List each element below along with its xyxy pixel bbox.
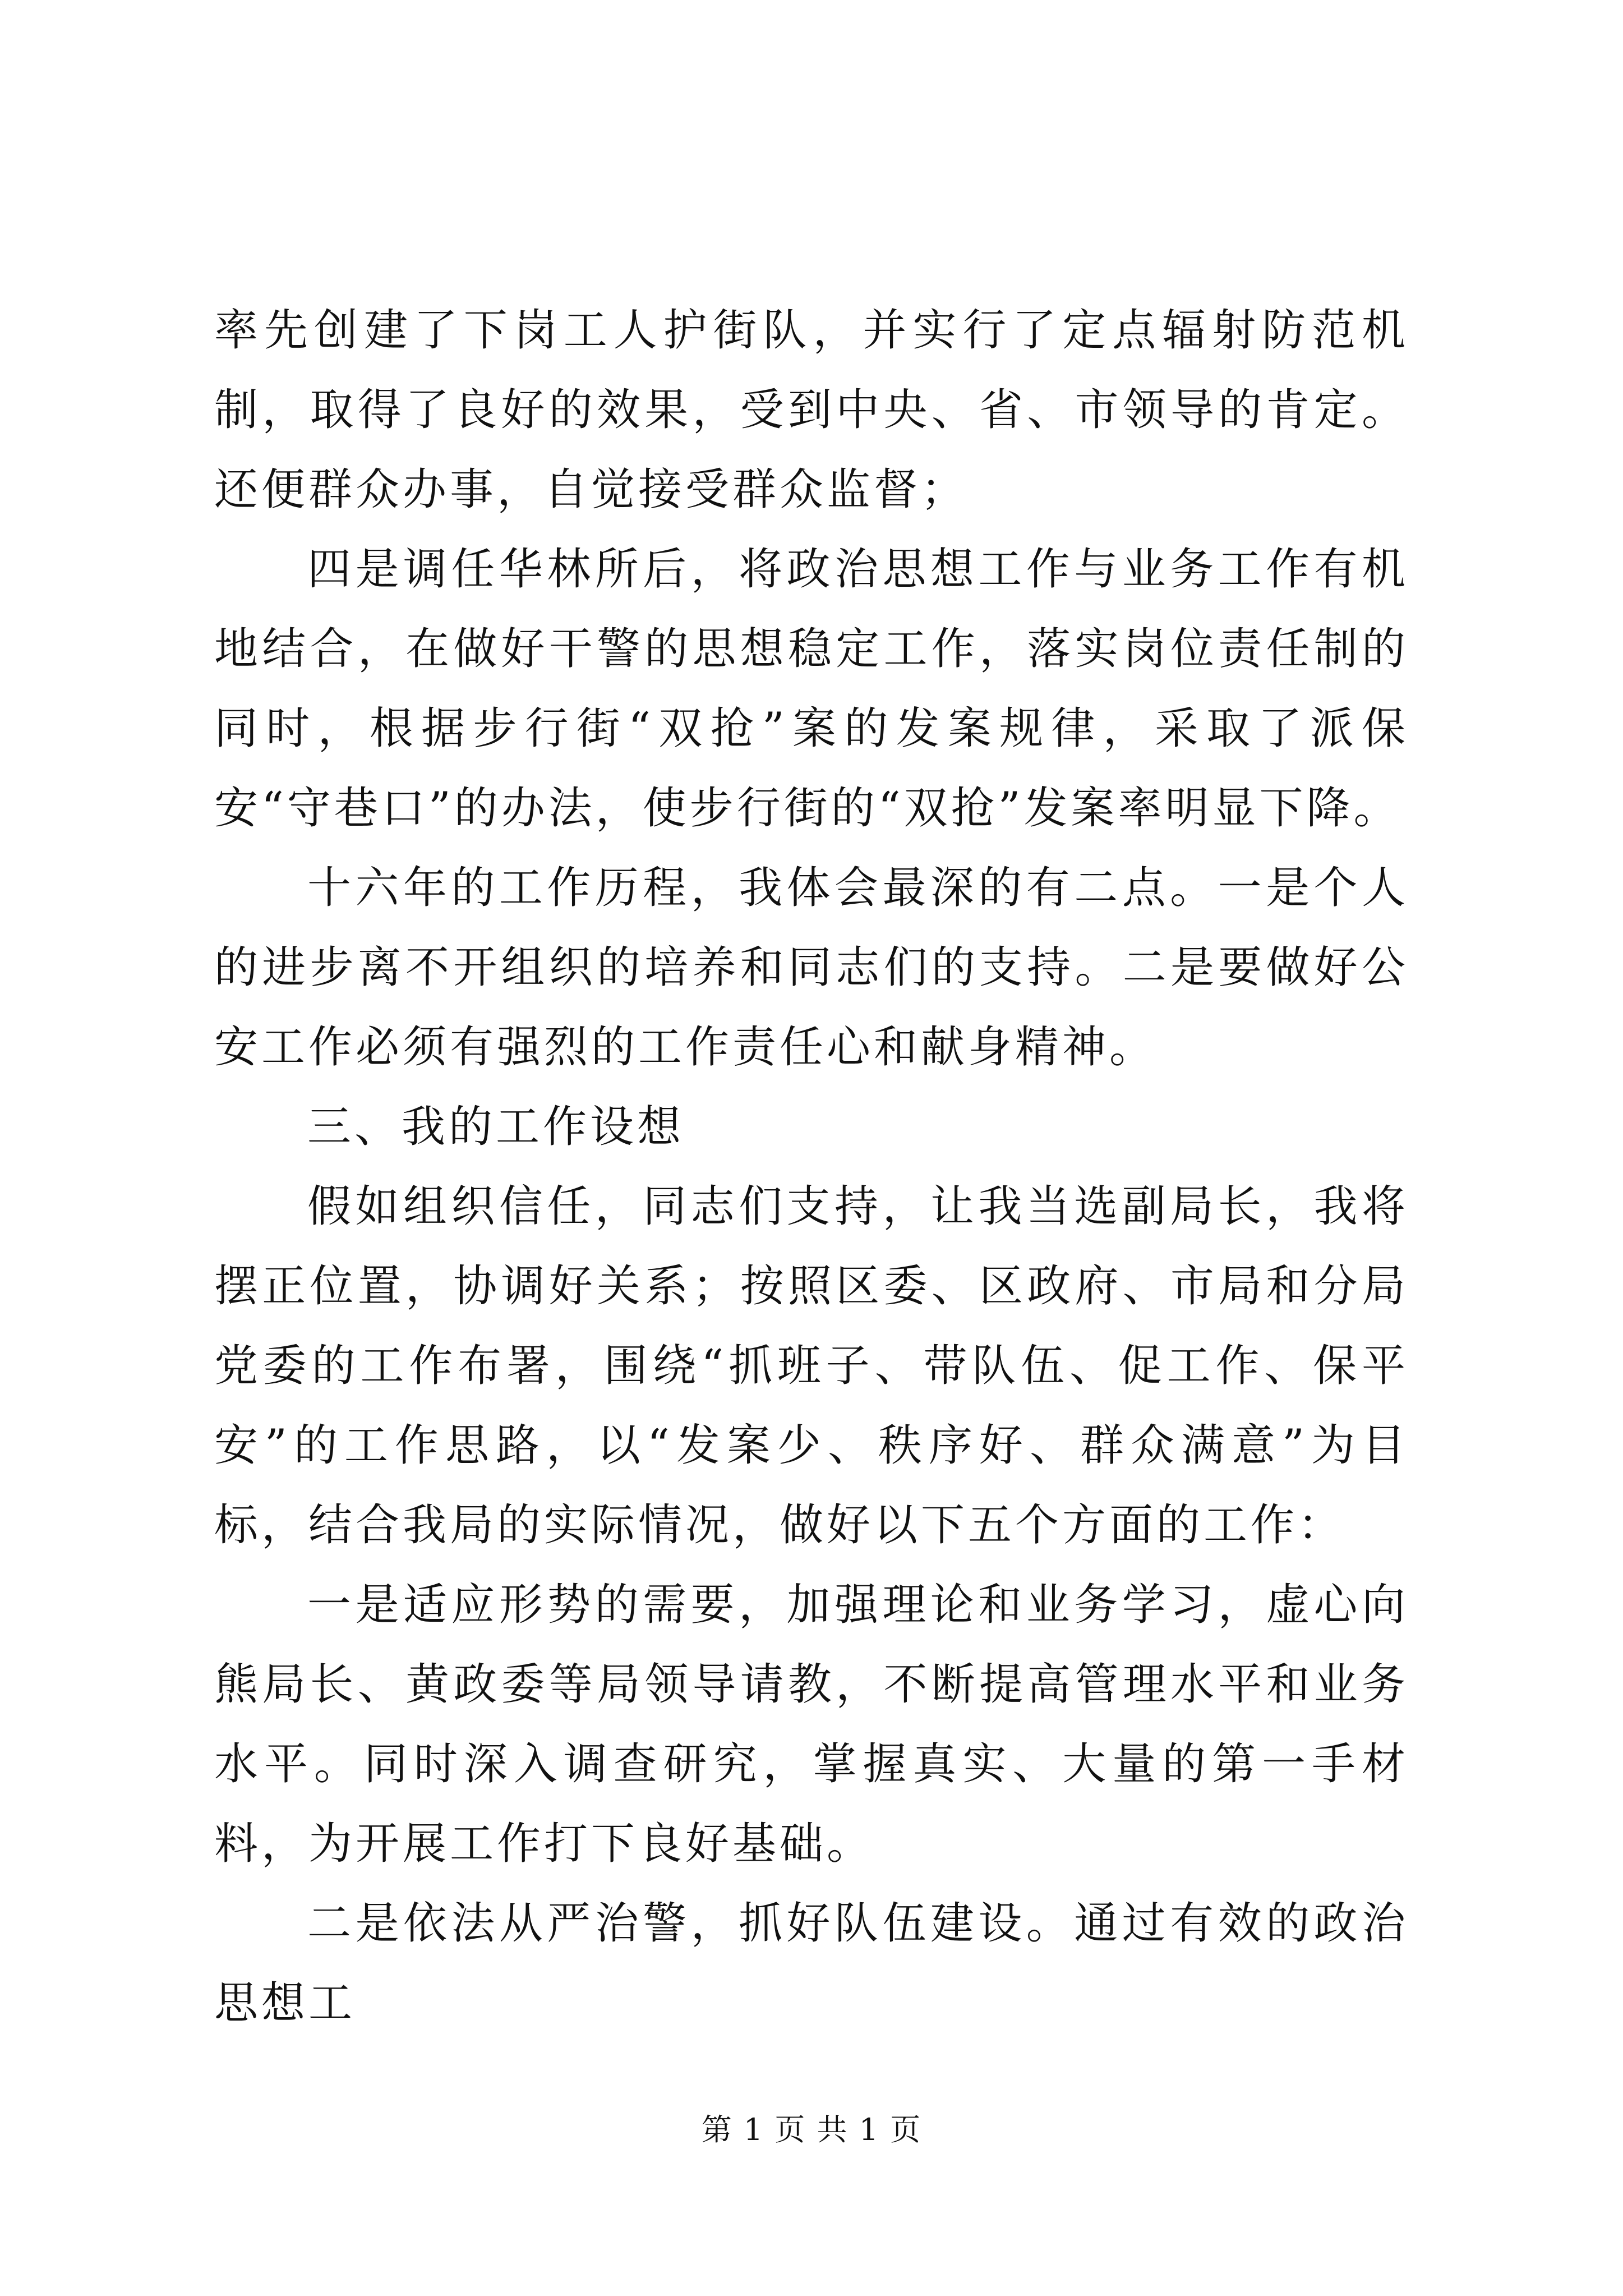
paragraph-5: 一是适应形势的需要，加强理论和业务学习，虚心向熊局长、黄政委等局领导请教，不断提高管理水平和业务水平。同时深入调查研究，掌握真实、大量的第一手材料，为开展工作打下良好基础。 xyxy=(214,1580,1409,1869)
page-footer: 第 1 页 共 1 页 xyxy=(701,2112,922,2147)
section-heading: 三、我的工作设想 xyxy=(307,1102,685,1152)
document-body xyxy=(214,291,1409,2043)
paragraph-2: 四是调任华林所后，将政治思想工作与业务工作有机地结合，在做好干警的思想稳定工作，落实岗位责任制的同时，根据步行街“双抢”案的发案规律，采取了派保安“守巷口”的办法，使步行街的“双抢”发案率明显下降。 xyxy=(214,544,1409,834)
paragraph-3: 十六年的工作历程，我体会最深的有二点。一是个人的进步离不开组织的培养和同志们的支持。二是要做好公安工作必须有强烈的工作责任心和献身精神。 xyxy=(214,863,1409,1073)
paragraph-6: 二是依法从严治警，抓好队伍建设。通过有效的政治思想工 xyxy=(214,1898,1409,2028)
paragraph-1: 率先创建了下岗工人护街队，并实行了定点辐射防范机制，取得了良好的效果，受到中央、省、市领导的肯定。还便群众办事，自觉接受群众监督； xyxy=(214,305,1409,515)
paragraph-4: 假如组织信任，同志们支持，让我当选副局长，我将摆正位置，协调好关系；按照区委、区政府、市局和分局党委的工作布署，围绕“抓班子、带队伍、促工作、保平安”的工作思路，以“发案少、秩序好、群众满意”为目标，结合我局的实际情况，做好以下五个方面的工作： xyxy=(214,1181,1409,1550)
